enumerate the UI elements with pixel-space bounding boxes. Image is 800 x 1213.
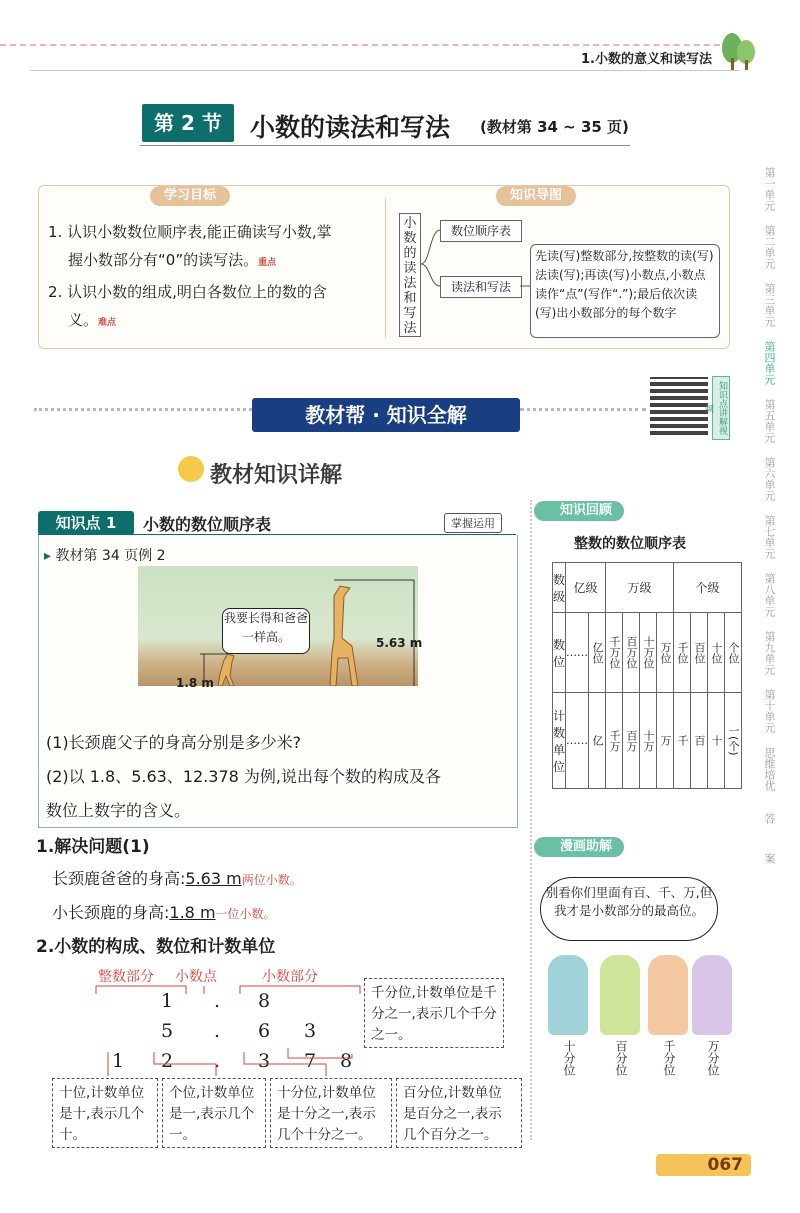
column-divider: [530, 500, 532, 1140]
comic-tag: 漫画助解: [534, 837, 624, 857]
decimal-point-label: 小数点: [175, 969, 217, 985]
handwritten-note: 一位小数。: [215, 907, 276, 921]
baby-height-label: 1.8 m: [176, 676, 214, 690]
solve-heading-2: 2.小数的构成、数位和计数单位: [36, 937, 276, 957]
place-value-table: 数级 亿级 万级 个级 数位 …… 亿位 千万位 百万位 十万位 万位 千位 百位 十位 个位 计数单位 …… 亿 千万 百万 十万 万 千 百 十 一(个): [552, 562, 742, 789]
level-yi: 亿级: [566, 563, 606, 613]
speech-bubble: 我要长得和爸爸一样高。: [222, 608, 310, 654]
tab-answers-2[interactable]: 案: [763, 852, 776, 864]
number-row-1: 1 . 8: [160, 990, 271, 1012]
row-head-level: 数级: [553, 563, 566, 613]
kp-tag: 知识点 1: [38, 511, 134, 535]
tab-unit-8[interactable]: 第八单元: [763, 573, 776, 617]
row-head-digit: 数位: [553, 613, 566, 693]
section-ref: (教材第 34 ~ 35 页): [480, 118, 629, 136]
lightbulb-icon: [178, 456, 204, 482]
tens-box: 十位,计数单位是十,表示几个十。: [52, 1078, 158, 1148]
tab-unit-7[interactable]: 第七单元: [763, 515, 776, 559]
kp-title: 小数的数位顺序表: [143, 515, 272, 534]
tree-icon: [718, 28, 758, 72]
banner-dots-right: [520, 408, 646, 411]
label-tenths: 十分位: [562, 1040, 576, 1076]
decimal-part-label: 小数部分: [262, 969, 318, 985]
bear-ten-thousandths: [692, 955, 732, 1035]
goal-1: 1. 认识小数数位顺序表,能正确读写小数,掌 握小数部分有“0”的读写法。重点: [48, 223, 332, 269]
header-rule: [0, 44, 740, 46]
side-tabs: [738, 160, 800, 878]
qr-code[interactable]: [650, 377, 708, 435]
integer-part-label: 整数部分: [98, 969, 154, 985]
tab-unit-9[interactable]: 第九单元: [763, 631, 776, 675]
qr-video-tag[interactable]: 知识点讲解视频: [712, 376, 730, 440]
tab-unit-2[interactable]: 第二单元: [763, 225, 776, 269]
question-2-cont: 数位上数字的含义。: [46, 801, 191, 820]
map-pill: 知识导图: [496, 186, 576, 206]
breadcrumb: 1.小数的意义和读写法: [581, 52, 712, 67]
map-connector: [420, 224, 442, 294]
tab-unit-5[interactable]: 第五单元: [763, 399, 776, 443]
ones-box: 个位,计数单位是一,表示几个一。: [162, 1078, 266, 1148]
key-mark: 重点: [258, 258, 277, 268]
bear-thousandths: [648, 955, 688, 1035]
tab-unit-4[interactable]: 第四单元: [763, 341, 776, 385]
thousandth-box: 千分位,计数单位是千分之一,表示几个千分之一。: [364, 978, 504, 1048]
tab-answers-1[interactable]: 答: [763, 812, 776, 824]
map-node-order: 数位顺序表: [440, 220, 522, 242]
tab-unit-6[interactable]: 第六单元: [763, 457, 776, 501]
review-title: 整数的数位顺序表: [574, 536, 686, 552]
level-ge: 个级: [674, 563, 742, 613]
map-node-readwrite: 读法和写法: [440, 276, 522, 298]
breadcrumb-rule: [30, 70, 740, 71]
textbook-ref: ▸ 教材第 34 页例 2: [44, 548, 166, 564]
tenths-box: 十分位,计数单位是十分之一,表示几个十分之一。: [270, 1078, 392, 1148]
question-1: (1)长颈鹿父子的身高分别是多少米?: [46, 733, 302, 752]
tab-unit-10[interactable]: 第十单元: [763, 689, 776, 733]
answer-dad: 长颈鹿爸爸的身高:5.63 m两位小数。: [52, 869, 302, 888]
goal-2: 2. 认识小数的组成,明白各数位上的数的含 义。难点: [48, 283, 327, 329]
hundredths-box: 百分位,计数单位是百分之一,表示几个百分之一。: [396, 1078, 522, 1148]
number-row-3: 1 2 . 3 7 8: [111, 1050, 353, 1072]
comic-bubble: 别看你们里面有百、千、万,但我才是小数部分的最高位。: [540, 877, 718, 941]
label-thousandths: 千分位: [662, 1040, 676, 1076]
map-leaf: 先读(写)整数部分,按整数的读(写)法读(写);再读(写)小数点,小数点读作“点”(写作“.”);最后依次读(写)出小数部分的每个数字: [530, 244, 720, 338]
difficult-mark: 难点: [98, 318, 117, 328]
pointer-arrows: [48, 1040, 368, 1080]
goals-pill: 学习目标: [150, 186, 230, 206]
level-wan: 万级: [606, 563, 674, 613]
dad-height-label: 5.63 m: [376, 636, 423, 650]
handwritten-note: 两位小数。: [241, 873, 302, 887]
solve-heading-1: 1.解决问题(1): [36, 837, 150, 857]
section-label: 第 2 节: [142, 104, 234, 142]
tab-advanced[interactable]: 思维培优: [763, 747, 776, 791]
label-hundredths: 百分位: [614, 1040, 628, 1076]
answer-baby: 小长颈鹿的身高:1.8 m一位小数。: [52, 903, 276, 922]
number-row-2: 5 . 6 3: [160, 1020, 317, 1042]
banner: 教材帮 · 知识全解: [252, 398, 520, 432]
row-head-unit: 计数单位: [553, 693, 566, 789]
box-divider: [385, 198, 386, 338]
triangle-icon: ▸: [44, 548, 56, 564]
bear-hundredths: [600, 955, 640, 1035]
kp-badge: 掌握运用: [444, 513, 502, 533]
question-2: (2)以 1.8、5.63、12.378 为例,说出每个数的构成及各: [46, 767, 441, 786]
tab-unit-3[interactable]: 第三单元: [763, 283, 776, 327]
section-title: 小数的读法和写法: [250, 113, 451, 142]
map-root: 小数的读法和写法: [399, 213, 421, 337]
section-underline: [140, 145, 630, 146]
subhead: 教材知识详解: [210, 463, 343, 488]
review-tag: 知识回顾: [534, 501, 624, 521]
page-number: 067: [656, 1154, 751, 1176]
tab-unit-1[interactable]: 第一单元: [763, 167, 776, 211]
banner-dots-left: [34, 408, 252, 411]
label-ten-thousandths: 万分位: [706, 1040, 720, 1076]
bear-tenths: [548, 955, 588, 1035]
